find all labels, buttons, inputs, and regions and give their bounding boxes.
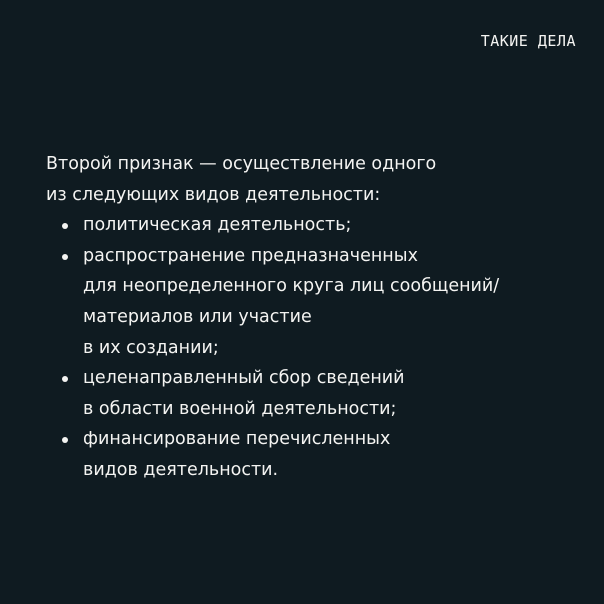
bullet-line: в области военной деятельности; — [83, 398, 397, 419]
intro-text — [46, 149, 576, 210]
content-block — [46, 149, 576, 486]
bullet-line: для неопределенного круга лиц сообщений/ — [83, 276, 500, 297]
bullet-line: распространение предназначенных — [83, 245, 418, 266]
bullet-line: целенаправленный сбор сведений — [83, 368, 405, 389]
bullet-item — [46, 241, 576, 363]
bullet-list — [46, 210, 576, 485]
bullet-line: в их создании; — [83, 337, 219, 358]
bullet-line: политическая деятельность; — [83, 215, 352, 236]
bullet-dot-icon — [62, 254, 68, 260]
bullet-item — [46, 210, 576, 241]
brand-logo: ТАКИЕ ДЕЛА — [480, 32, 576, 50]
intro-line: из следующих видов деятельности: — [46, 184, 381, 205]
bullet-line: видов деятельности. — [83, 459, 279, 480]
bullet-line: материалов или участие — [83, 306, 312, 327]
intro-line: Второй признак — осуществление одного — [46, 154, 437, 174]
bullet-dot-icon — [62, 376, 68, 382]
bullet-dot-icon — [62, 437, 68, 443]
bullet-item — [46, 363, 576, 424]
bullet-dot-icon — [62, 223, 68, 229]
bullet-item — [46, 424, 576, 485]
bullet-line: финансирование перечисленных — [83, 429, 391, 450]
